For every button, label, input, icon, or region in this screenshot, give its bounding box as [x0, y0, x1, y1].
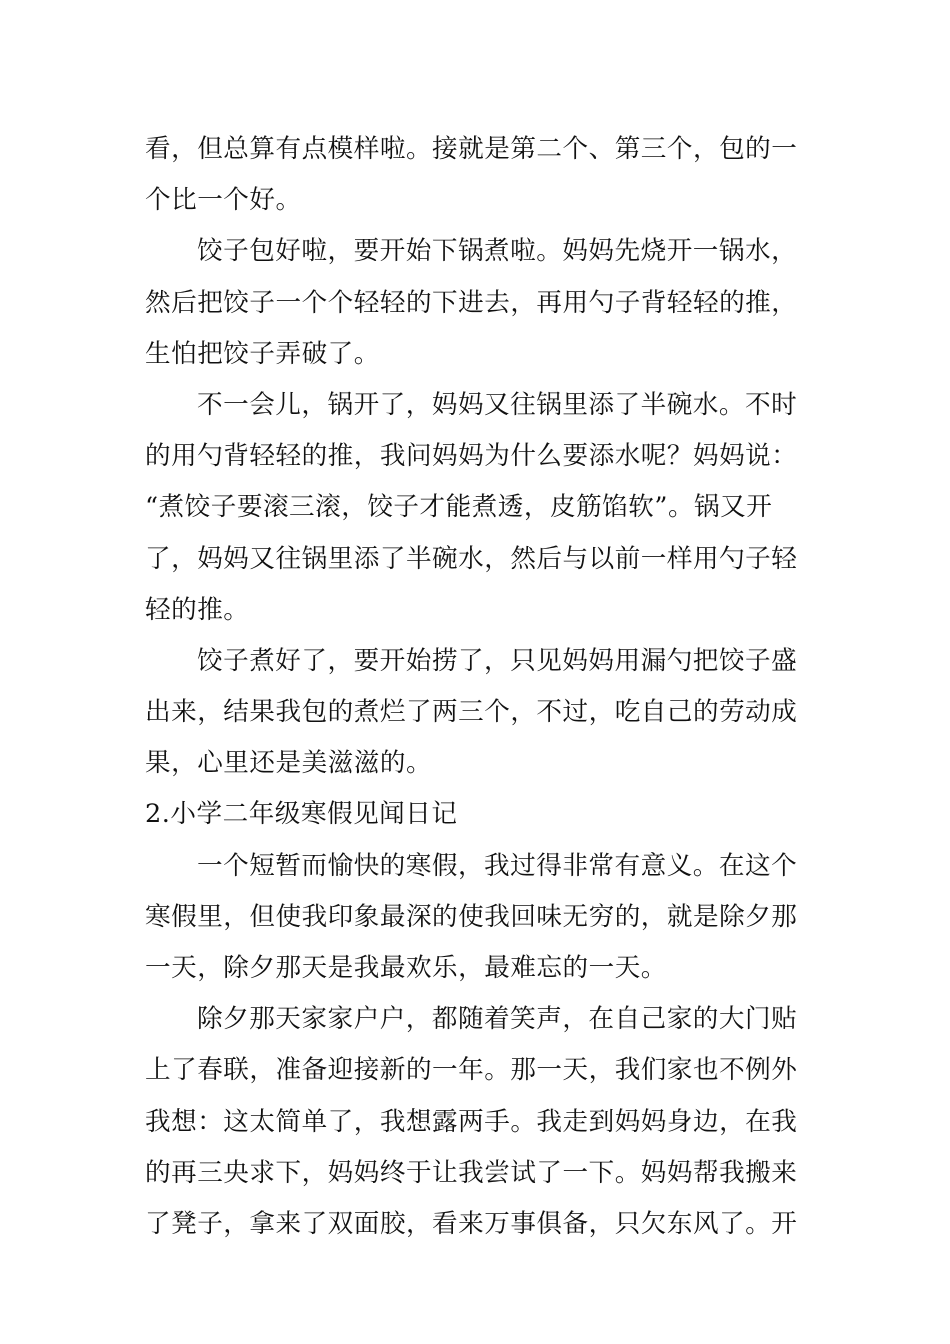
text-line: 的用勺背轻轻的推，我问妈妈为什么要添水呢？妈妈说： — [145, 441, 798, 472]
text-line: “煮饺子要滚三滚，饺子才能煮透，皮筋馅软”。锅又开 — [145, 492, 773, 523]
text-line: 一个短暂而愉快的寒假，我过得非常有意义。在这个 — [197, 850, 798, 881]
text-line: 饺子包好啦，要开始下锅煮啦。妈妈先烧开一锅水， — [197, 236, 798, 267]
text-line: 一天，除夕那天是我最欢乐，最难忘的一天。 — [145, 953, 667, 983]
text-line: 饺子煮好了，要开始捞了，只见妈妈用漏勺把饺子盛 — [197, 645, 798, 676]
text-line: 不一会儿，锅开了，妈妈又往锅里添了半碗水。不时 — [197, 389, 798, 420]
text-line: 了，妈妈又往锅里添了半碗水，然后与以前一样用勺子轻 — [145, 543, 798, 574]
paragraph-5 — [145, 841, 807, 995]
text-line: 上了春联，准备迎接新的一年。那一天，我们家也不例外 — [145, 1055, 798, 1086]
text-line: 的再三央求下，妈妈终于让我尝试了一下。妈妈帮我搬来 — [145, 1157, 798, 1188]
text-line: 看，但总算有点模样啦。接就是第二个、第三个，包的一 — [145, 134, 798, 164]
text-line: 我想：这太简单了，我想露两手。我走到妈妈身边，在我 — [145, 1106, 798, 1137]
text-line: 出来，结果我包的煮烂了两三个，不过，吃自己的劳动成 — [145, 697, 798, 728]
text-line: 个比一个好。 — [145, 185, 302, 216]
paragraph-2 — [145, 226, 807, 380]
paragraph-1 — [145, 124, 807, 226]
paragraph-4 — [145, 636, 807, 790]
document-page — [145, 124, 807, 1250]
text-line: 除夕那天家家户户，都随着笑声，在自己家的大门贴 — [197, 1004, 798, 1035]
text-line: 寒假里，但使我印象最深的使我回味无穷的，就是除夕那 — [145, 901, 798, 932]
text-line: 然后把饺子一个个轻轻的下进去，再用勺子背轻轻的推， — [145, 287, 798, 318]
text-line: 了凳子，拿来了双面胶，看来万事俱备，只欠东风了。开 — [145, 1208, 798, 1239]
paragraph-6 — [145, 994, 807, 1250]
text-line: 轻的推。 — [145, 594, 250, 625]
paragraph-3 — [145, 380, 807, 636]
section-heading: 2.小学二年级寒假见闻日记 — [145, 799, 458, 830]
text-line: 果，心里还是美滋滋的。 — [145, 748, 433, 779]
text-line: 生怕把饺子弄破了。 — [145, 338, 380, 369]
